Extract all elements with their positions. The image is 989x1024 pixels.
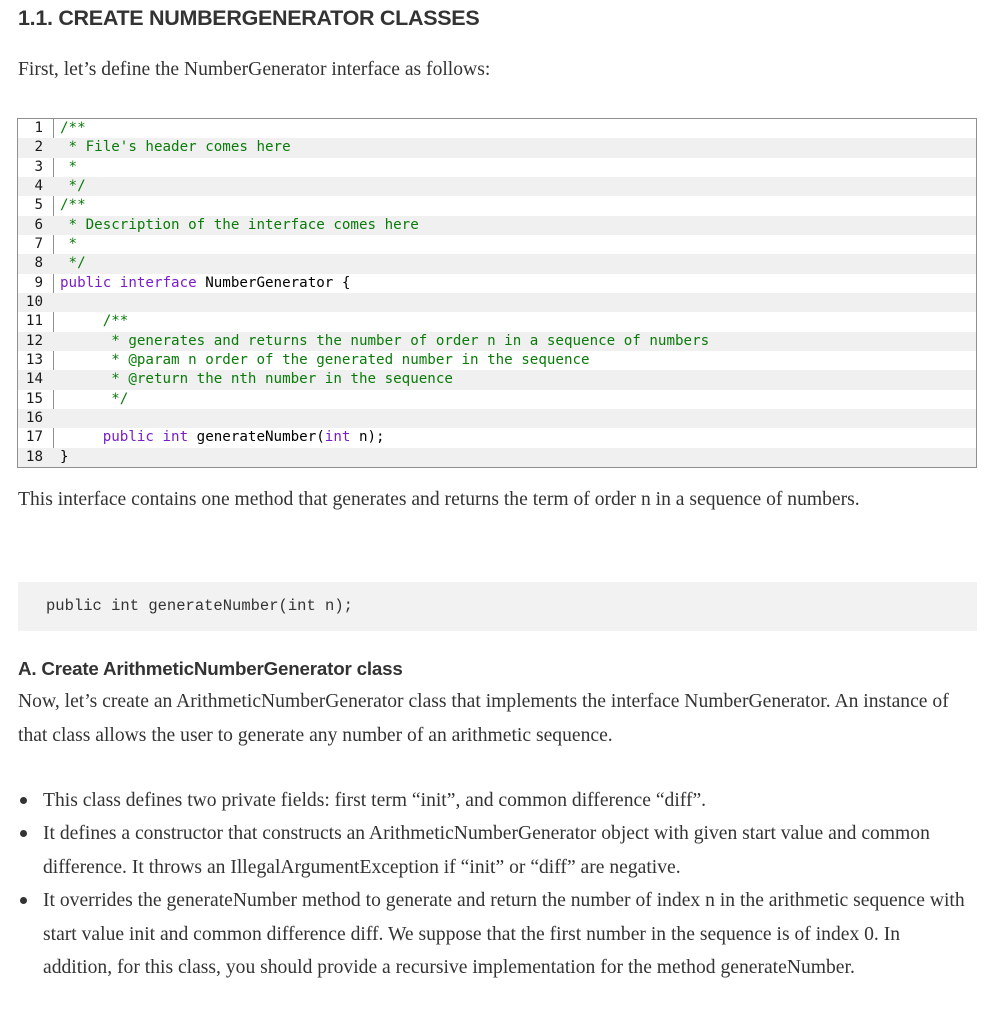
bullet-dot-icon xyxy=(20,830,27,837)
line-number: 13 xyxy=(25,351,43,368)
code-line xyxy=(18,158,976,177)
class-description: Now, let’s create an ArithmeticNumberGenerator class that implements the interface NumberGenerator. An instance of that class allows the user to generate any number of an arithmetic sequence. xyxy=(18,691,949,746)
code-text: public int generateNumber(int n); xyxy=(60,429,385,446)
list-item xyxy=(18,884,968,984)
code-text: * generates and returns the number of order n in a sequence of numbers xyxy=(60,332,710,349)
code-text: /** xyxy=(60,120,86,136)
intro-paragraph: First, let’s define the NumberGenerator interface as follows: xyxy=(18,59,491,80)
code-line xyxy=(18,254,976,273)
code-listing xyxy=(17,118,977,468)
code-text: /** xyxy=(60,313,129,330)
line-number: 18 xyxy=(25,448,43,465)
code-line xyxy=(18,196,976,215)
line-number: 14 xyxy=(25,371,43,388)
code-text: /** xyxy=(60,197,86,214)
list-item xyxy=(18,784,968,817)
code-text: public interface NumberGenerator { xyxy=(60,274,351,291)
code-line xyxy=(18,351,976,370)
subsection-title: A. Create ArithmeticNumberGenerator class xyxy=(18,658,403,679)
list-item-text: It overrides the generateNumber method to generate and return the number of index n in the arithmetic sequence with start value init and common difference diff. We suppose that the first number in the sequence is of index 0. In addition, for this class, you should provide a recursive implementation for the method generateNumber. xyxy=(43,890,965,979)
section-title: 1.1. CREATE NUMBERGENERATOR CLASSES xyxy=(18,6,480,30)
line-number: 3 xyxy=(34,158,43,175)
code-line xyxy=(18,293,976,312)
requirements-list xyxy=(18,784,968,984)
code-line xyxy=(18,312,976,331)
code-text: */ xyxy=(60,177,86,194)
code-text: */ xyxy=(60,255,86,272)
code-line xyxy=(18,390,976,409)
code-text: * @return the nth number in the sequence xyxy=(60,371,453,388)
line-number: 10 xyxy=(25,293,43,310)
line-number: 8 xyxy=(34,255,43,272)
code-text: * File's header comes here xyxy=(60,139,291,156)
code-line xyxy=(18,235,976,254)
line-number: 11 xyxy=(25,313,43,330)
code-line xyxy=(18,177,976,196)
list-item-text: This class defines two private fields: first term “init”, and common difference “diff”. xyxy=(43,790,707,811)
line-number: 15 xyxy=(25,390,43,407)
line-number: 7 xyxy=(34,235,43,252)
code-line xyxy=(18,409,976,428)
line-number: 2 xyxy=(34,139,43,156)
code-text: * @param n order of the generated number in the sequence xyxy=(60,351,590,368)
line-number: 16 xyxy=(25,409,43,426)
line-number: 1 xyxy=(34,120,43,136)
bullet-dot-icon xyxy=(20,897,27,904)
line-number: 12 xyxy=(25,332,43,349)
code-line xyxy=(18,138,976,157)
code-line xyxy=(18,428,976,447)
interface-description: This interface contains one method that generates and returns the term of order n in a sequence of numbers. xyxy=(18,489,860,510)
code-line xyxy=(18,370,976,389)
bullet-dot-icon xyxy=(20,797,27,804)
code-line xyxy=(18,274,976,293)
code-line xyxy=(18,216,976,235)
line-number: 6 xyxy=(34,216,43,233)
code-text: */ xyxy=(60,390,129,407)
code-text: } xyxy=(60,448,69,465)
code-text: * Description of the interface comes here xyxy=(60,216,419,233)
code-line xyxy=(18,332,976,351)
code-text: * xyxy=(60,235,78,252)
line-number: 9 xyxy=(34,274,43,291)
method-signature-code-block: public int generateNumber(int n); xyxy=(18,582,977,631)
code-line xyxy=(18,119,976,138)
code-text: * xyxy=(60,158,78,175)
code-line xyxy=(18,448,976,467)
line-number: 17 xyxy=(25,429,43,446)
line-number: 5 xyxy=(34,197,43,214)
list-item-text: It defines a constructor that constructs an ArithmeticNumberGenerator object with given start value and common difference. It throws an IllegalArgumentException if “init” or “diff” are negative. xyxy=(43,823,930,878)
line-number: 4 xyxy=(34,177,43,194)
list-item xyxy=(18,817,968,884)
